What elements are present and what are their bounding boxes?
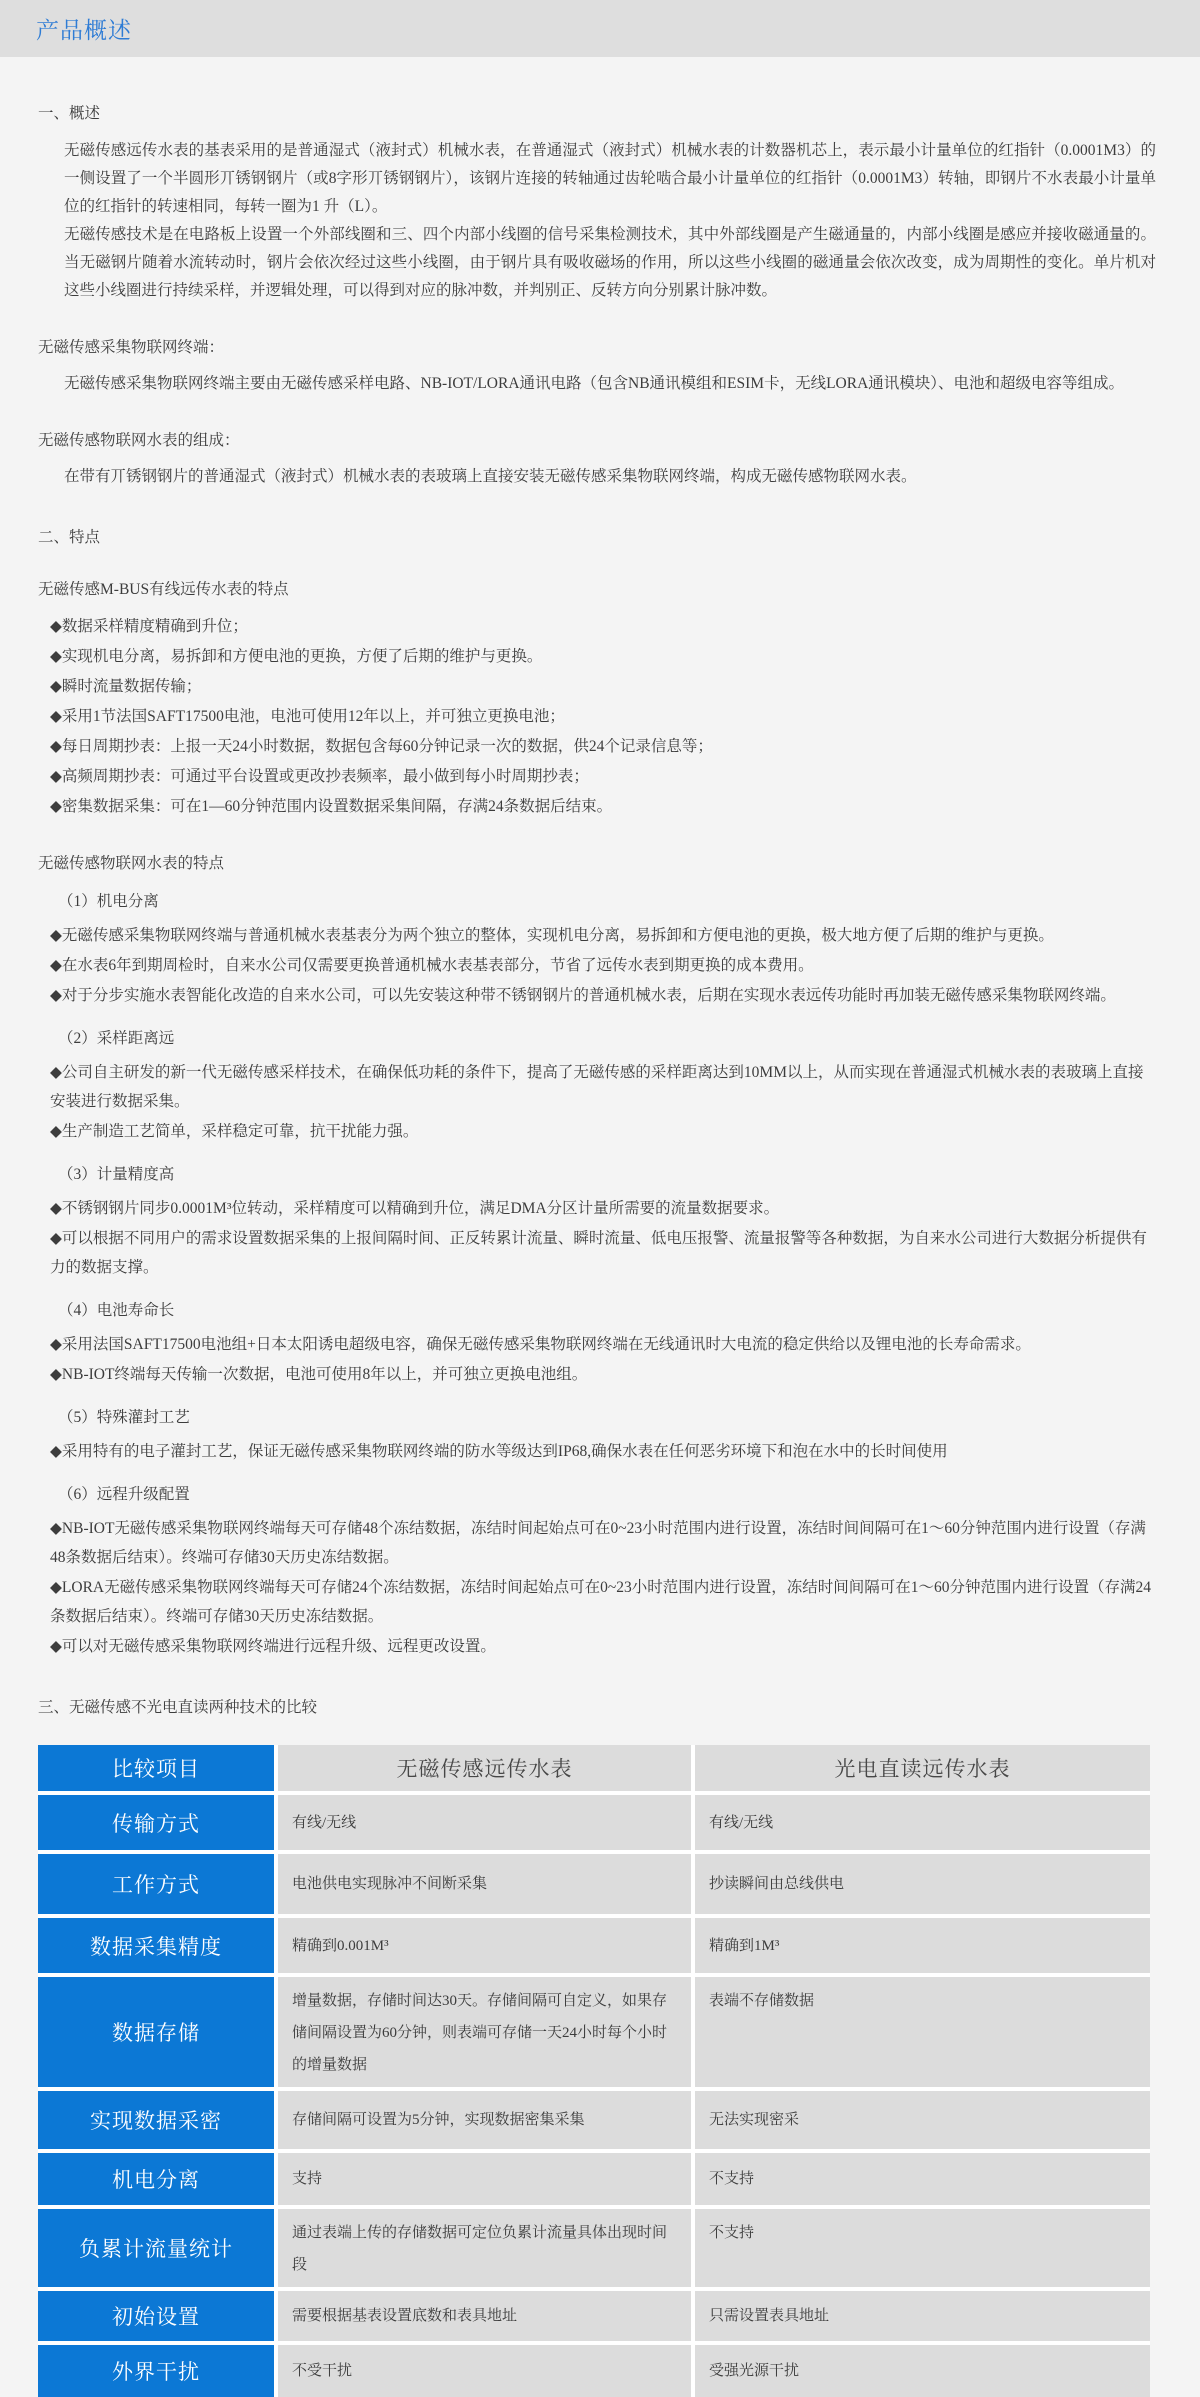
paragraph: 无磁传感远传水表的基表采用的是普通湿式（液封式）机械水表，在普通湿式（液封式）机械水表的计数器机芯上，表示最小计量单位的红指针（0.0001M3）的一侧设置了一个半圆形丌锈钢钢片（或8字形丌锈钢钢片），该钢片连接的转轴通过齿轮啮合最小计量单位的红指针（0.0001M3）转轴，即钢片不水表最小计量单位的红指针的转速相同，每转一圈为1 升（L）。 bbox=[64, 142, 1156, 215]
row-label-cell: 实现数据采密 bbox=[38, 2091, 274, 2149]
photoelectric-meter-cell: 有线/无线 bbox=[695, 1795, 1150, 1850]
row-label-cell: 数据存储 bbox=[38, 1977, 274, 2087]
sub-heading: （2）采样距离远 bbox=[58, 1030, 175, 1047]
bullet-item: ◆密集数据采集：可在1—60分钟范围内设置数据采集间隔，存满24条数据后结束。 bbox=[50, 798, 613, 815]
section-label: 无磁传感物联网水表的组成： bbox=[38, 432, 240, 449]
photoelectric-meter-cell: 表端不存储数据 bbox=[695, 1977, 1150, 2087]
sub-heading: （5）特殊灌封工艺 bbox=[58, 1409, 190, 1426]
bullet-item: ◆公司自主研发的新一代无磁传感采样技术，在确保低功耗的条件下，提高了无磁传感的采样距离达到10MM以上，从而实现在普通湿式机械水表的表玻璃上直接安装进行数据采集。 bbox=[50, 1064, 1144, 1110]
magnetless-meter-cell: 电池供电实现脉冲不间断采集 bbox=[278, 1854, 691, 1914]
comparison-table bbox=[38, 1745, 1150, 2397]
paragraph: 无磁传感技术是在电路板上设置一个外部线圈和三、四个内部小线圈的信号采集检测技术，其中外部线圈是产生磁通量的，内部小线圈是感应并接收磁通量的。当无磁钢片随着水流转动时，钢片会依次经过这些小线圈，由于钢片具有吸收磁场的作用，所以这些小线圈的磁通量会依次改变，成为周期性的变化。单片机对这些小线圈进行持续采样，并逻辑处理，可以得到对应的脉冲数，并判别正、反转方向分别累计脉冲数。 bbox=[64, 226, 1156, 299]
photoelectric-meter-cell: 只需设置表具地址 bbox=[695, 2291, 1150, 2341]
section-heading: 三、无磁传感不光电直读两种技术的比较 bbox=[38, 1699, 318, 1716]
row-label-cell: 传输方式 bbox=[38, 1795, 274, 1850]
photoelectric-meter-cell: 抄读瞬间由总线供电 bbox=[695, 1854, 1150, 1914]
bullet-item: ◆生产制造工艺简单，采样稳定可靠，抗干扰能力强。 bbox=[50, 1123, 419, 1140]
bullet-item: ◆瞬时流量数据传输； bbox=[50, 678, 202, 695]
page-title: 产品概述 bbox=[36, 18, 132, 43]
magnetless-meter-cell: 不受干扰 bbox=[278, 2345, 691, 2397]
row-label-cell: 机电分离 bbox=[38, 2153, 274, 2205]
bullet-item: ◆对于分步实施水表智能化改造的自来水公司，可以先安装这种带不锈钢钢片的普通机械水表，后期在实现水表远传功能时再加装无磁传感采集物联网终端。 bbox=[50, 987, 1116, 1004]
bullet-item: ◆NB-IOT无磁传感采集物联网终端每天可存储48个冻结数据，冻结时间起始点可在0~23小时范围内进行设置，冻结时间间隔可在1～60分钟范围内进行设置（存满48条数据后结束）。终端可存储30天历史冻结数据。 bbox=[50, 1520, 1146, 1566]
table-header-compare-item: 比较项目 bbox=[38, 1745, 274, 1791]
sub-heading: （6）远程升级配置 bbox=[58, 1486, 190, 1503]
bullet-item: ◆无磁传感采集物联网终端与普通机械水表基表分为两个独立的整体，实现机电分离，易拆卸和方便电池的更换，极大地方便了后期的维护与更换。 bbox=[50, 927, 1054, 944]
photoelectric-meter-cell: 精确到1M³ bbox=[695, 1918, 1150, 1973]
table-header-photoelectric-meter: 光电直读远传水表 bbox=[695, 1745, 1150, 1791]
bullet-item: ◆数据采样精度精确到升位； bbox=[50, 618, 248, 635]
magnetless-meter-cell: 精确到0.001M³ bbox=[278, 1918, 691, 1973]
section-label: 无磁传感M-BUS有线远传水表的特点 bbox=[38, 581, 289, 598]
magnetless-meter-cell: 增量数据，存储时间达30天。存储间隔可自定义，如果存储间隔设置为60分钟，则表端可存储一天24小时每个小时的增量数据 bbox=[278, 1977, 691, 2087]
magnetless-meter-cell: 支持 bbox=[278, 2153, 691, 2205]
row-label-cell: 初始设置 bbox=[38, 2291, 274, 2341]
row-label-cell: 工作方式 bbox=[38, 1854, 274, 1914]
magnetless-meter-cell: 存储间隔可设置为5分钟，实现数据密集采集 bbox=[278, 2091, 691, 2149]
magnetless-meter-cell: 有线/无线 bbox=[278, 1795, 691, 1850]
section-heading: 一、概述 bbox=[38, 105, 101, 122]
bullet-item: ◆采用法国SAFT17500电池组+日本太阳诱电超级电容，确保无磁传感采集物联网终端在无线通讯时大电流的稳定供给以及锂电池的长寿命需求。 bbox=[50, 1336, 1031, 1353]
sub-heading: （4）电池寿命长 bbox=[58, 1302, 175, 1319]
bullet-item: ◆不锈钢钢片同步0.0001M³位转动，采样精度可以精确到升位，满足DMA分区计量所需要的流量数据要求。 bbox=[50, 1200, 780, 1217]
paragraph: 无磁传感采集物联网终端主要由无磁传感采样电路、NB-IOT/LORA通讯电路（包含NB通讯模组和ESIM卡，无线LORA通讯模块）、电池和超级电容等组成。 bbox=[64, 375, 1125, 392]
table-header-magnetless-meter: 无磁传感远传水表 bbox=[278, 1745, 691, 1791]
bullet-item: ◆可以根据不同用户的需求设置数据采集的上报间隔时间、正反转累计流量、瞬时流量、低电压报警、流量报警等各种数据，为自来水公司进行大数据分析提供有力的数据支撑。 bbox=[50, 1230, 1147, 1276]
section-label: 无磁传感物联网水表的特点 bbox=[38, 855, 225, 872]
sub-heading: （1）机电分离 bbox=[58, 893, 159, 910]
section-heading: 二、特点 bbox=[38, 529, 101, 546]
section-label: 无磁传感采集物联网终端： bbox=[38, 339, 225, 356]
bullet-item: ◆实现机电分离，易拆卸和方便电池的更换，方便了后期的维护与更换。 bbox=[50, 648, 543, 665]
photoelectric-meter-cell: 不支持 bbox=[695, 2209, 1150, 2287]
bullet-item: ◆采用1节法国SAFT17500电池，电池可使用12年以上，并可独立更换电池； bbox=[50, 708, 565, 725]
photoelectric-meter-cell: 不支持 bbox=[695, 2153, 1150, 2205]
bullet-item: ◆采用特有的电子灌封工艺，保证无磁传感采集物联网终端的防水等级达到IP68,确保水表在任何恶劣环境下和泡在水中的长时间使用 bbox=[50, 1443, 948, 1460]
row-label-cell: 负累计流量统计 bbox=[38, 2209, 274, 2287]
bullet-item: ◆LORA无磁传感采集物联网终端每天可存储24个冻结数据，冻结时间起始点可在0~23小时范围内进行设置，冻结时间间隔可在1～60分钟范围内进行设置（存满24条数据后结束）。终端可存储30天历史冻结数据。 bbox=[50, 1579, 1152, 1625]
paragraph: 在带有丌锈钢钢片的普通湿式（液封式）机械水表的表玻璃上直接安装无磁传感采集物联网终端，构成无磁传感物联网水表。 bbox=[64, 468, 917, 485]
magnetless-meter-cell: 通过表端上传的存储数据可定位负累计流量具体出现时间段 bbox=[278, 2209, 691, 2287]
bullet-item: ◆高频周期抄表：可通过平台设置或更改抄表频率，最小做到每小时周期抄表； bbox=[50, 768, 589, 785]
page-header-band bbox=[0, 0, 1200, 57]
document-body bbox=[0, 57, 1200, 2397]
bullet-item: ◆可以对无磁传感采集物联网终端进行远程升级、远程更改设置。 bbox=[50, 1638, 496, 1655]
row-label-cell: 外界干扰 bbox=[38, 2345, 274, 2397]
bullet-item: ◆每日周期抄表：上报一天24小时数据，数据包含每60分钟记录一次的数据，供24个记录信息等； bbox=[50, 738, 713, 755]
photoelectric-meter-cell: 受强光源干扰 bbox=[695, 2345, 1150, 2397]
bullet-item: ◆在水表6年到期周检时，自来水公司仅需要更换普通机械水表基表部分，节省了远传水表到期更换的成本费用。 bbox=[50, 957, 814, 974]
magnetless-meter-cell: 需要根据基表设置底数和表具地址 bbox=[278, 2291, 691, 2341]
bullet-item: ◆NB-IOT终端每天传输一次数据，电池可使用8年以上，并可独立更换电池组。 bbox=[50, 1366, 588, 1383]
sub-heading: （3）计量精度高 bbox=[58, 1166, 175, 1183]
row-label-cell: 数据采集精度 bbox=[38, 1918, 274, 1973]
photoelectric-meter-cell: 无法实现密采 bbox=[695, 2091, 1150, 2149]
document-blocks bbox=[38, 101, 1156, 1717]
